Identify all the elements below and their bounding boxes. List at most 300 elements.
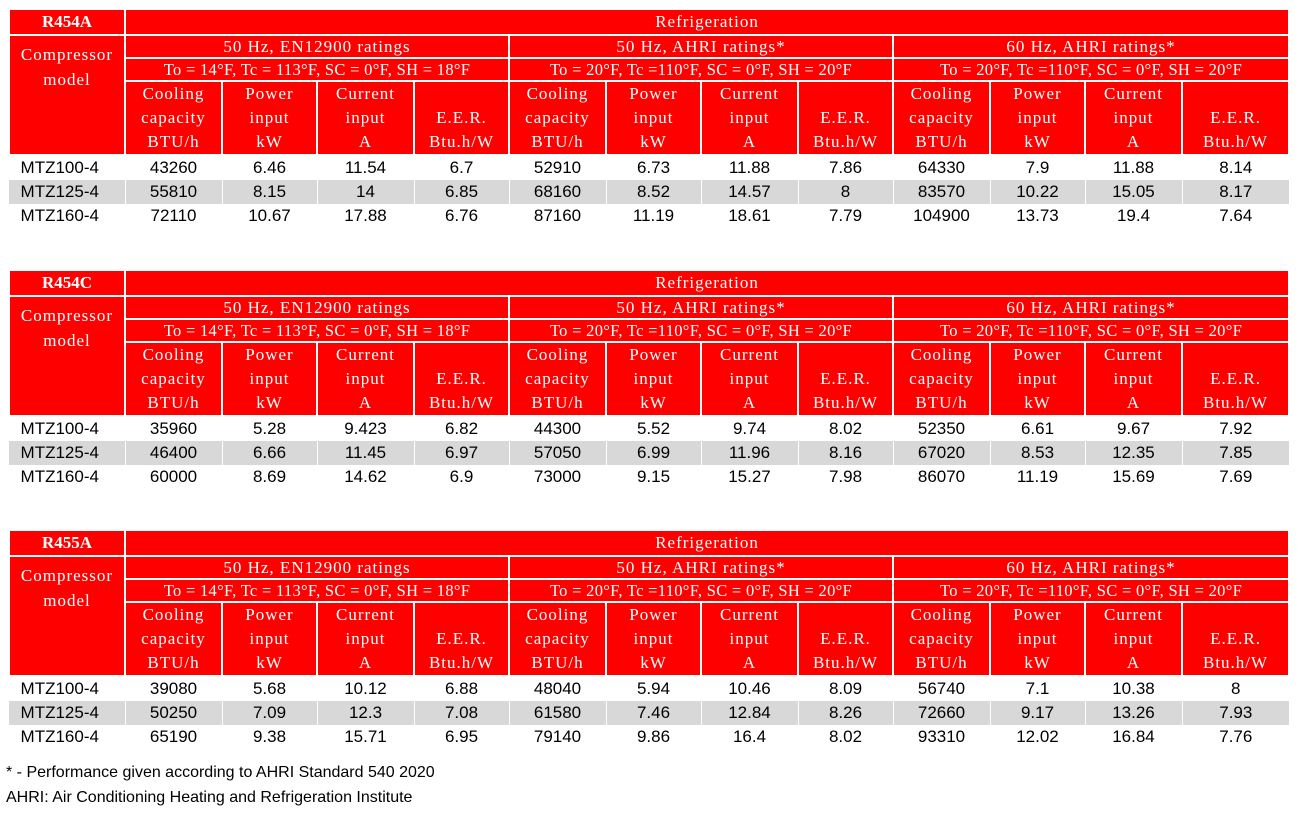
data-cell: 10.38: [1085, 676, 1182, 701]
column-header-line: [1183, 343, 1288, 367]
column-header-line: BTU/h: [915, 132, 968, 151]
data-cell: 7.64: [1182, 204, 1289, 228]
refrigerant-label: R455A: [9, 530, 125, 556]
column-header-line: Power: [1013, 84, 1062, 103]
compressor-model-header: [9, 296, 125, 416]
column-header-line: A: [1126, 393, 1141, 412]
table-row: [9, 465, 1289, 489]
data-cell: 55810: [125, 180, 222, 204]
rating-group-title: 60 Hz, AHRI ratings*: [893, 556, 1289, 579]
column-header: [509, 342, 606, 416]
column-header-line: input: [249, 108, 290, 127]
data-cell: 8.15: [222, 180, 317, 204]
column-header: [414, 602, 509, 676]
data-cell: 7.79: [798, 204, 893, 228]
column-header: [125, 342, 222, 416]
data-cell: 12.35: [1085, 441, 1182, 465]
column-header: [1085, 602, 1182, 676]
data-cell: 8.53: [990, 441, 1085, 465]
column-header-line: Current: [336, 605, 395, 624]
data-cell: 8.02: [798, 725, 893, 749]
column-header-line: E.E.R.: [1210, 369, 1261, 388]
column-header: [893, 342, 990, 416]
data-cell: 16.4: [701, 725, 798, 749]
data-cell: 6.85: [414, 180, 509, 204]
table-row: [9, 155, 1289, 180]
column-header-line: [799, 603, 892, 627]
column-header-line: Btu.h/W: [1202, 653, 1269, 672]
data-cell: 12.02: [990, 725, 1085, 749]
data-cell: 8.09: [798, 676, 893, 701]
column-header-line: input: [249, 369, 290, 388]
column-header-line: kW: [640, 393, 667, 412]
data-cell: 9.67: [1085, 416, 1182, 441]
data-cell: 83570: [893, 180, 990, 204]
column-header-line: kW: [640, 653, 667, 672]
data-cell: 6.66: [222, 441, 317, 465]
column-header: [990, 342, 1085, 416]
column-header-line: [799, 343, 892, 367]
rating-conditions: To = 14°F, Tc = 113°F, SC = 0°F, SH = 18°F: [125, 319, 509, 342]
rating-group-title: 60 Hz, AHRI ratings*: [893, 35, 1289, 58]
rating-conditions: To = 20°F, Tc =110°F, SC = 0°F, SH = 20°F: [893, 579, 1289, 602]
column-header: [222, 342, 317, 416]
rating-conditions: To = 20°F, Tc =110°F, SC = 0°F, SH = 20°F: [893, 58, 1289, 81]
model-cell-value: MTZ125-4: [9, 441, 125, 465]
column-header-line: BTU/h: [147, 132, 200, 151]
table-row: [9, 725, 1289, 749]
rating-conditions: To = 14°F, Tc = 113°F, SC = 0°F, SH = 18°F: [125, 58, 509, 81]
table-row: [9, 180, 1289, 204]
data-cell: 15.05: [1085, 180, 1182, 204]
data-cell: 7.46: [606, 701, 701, 725]
data-cell: 67020: [893, 441, 990, 465]
data-cell: 8: [798, 180, 893, 204]
data-cell: 11.19: [606, 204, 701, 228]
data-cell: 11.96: [701, 441, 798, 465]
data-cell: 73000: [509, 465, 606, 489]
column-header-line: E.E.R.: [820, 369, 871, 388]
data-cell: 46400: [125, 441, 222, 465]
column-header-line: Current: [1104, 84, 1163, 103]
column-header-line: BTU/h: [531, 132, 584, 151]
data-cell: 10.12: [317, 676, 414, 701]
column-header-line: capacity: [525, 369, 590, 388]
column-header-line: capacity: [909, 369, 974, 388]
data-cell: 7.98: [798, 465, 893, 489]
data-cell: 13.73: [990, 204, 1085, 228]
performance-table: [8, 269, 1290, 489]
column-header: [893, 81, 990, 155]
data-cell: 9.86: [606, 725, 701, 749]
rating-group-title: 60 Hz, AHRI ratings*: [893, 296, 1289, 319]
column-header-line: kW: [256, 393, 283, 412]
data-cell: 48040: [509, 676, 606, 701]
column-header: [606, 602, 701, 676]
model-cell-value: MTZ160-4: [9, 465, 125, 489]
column-header-line: Current: [336, 345, 395, 364]
column-header-line: [799, 82, 892, 106]
data-cell: 8.52: [606, 180, 701, 204]
performance-table: [8, 8, 1290, 228]
data-cell: 16.84: [1085, 725, 1182, 749]
column-header: [414, 81, 509, 155]
data-cell: 11.54: [317, 155, 414, 180]
column-header-line: A: [742, 653, 757, 672]
column-header: [893, 602, 990, 676]
column-header-line: E.E.R.: [436, 629, 487, 648]
column-header: [606, 342, 701, 416]
column-header-line: [415, 603, 508, 627]
data-cell: 14: [317, 180, 414, 204]
section-title: Refrigeration: [125, 270, 1289, 296]
column-header: [1182, 602, 1289, 676]
data-cell: 15.27: [701, 465, 798, 489]
column-header-line: input: [729, 369, 770, 388]
data-cell: 19.4: [1085, 204, 1182, 228]
footnote-ahri-standard: * - Performance given according to AHRI Standard 540 2020: [6, 764, 435, 781]
column-header-line: E.E.R.: [820, 629, 871, 648]
column-header-line: Power: [1013, 345, 1062, 364]
rating-group-title: 50 Hz, AHRI ratings*: [509, 35, 893, 58]
column-header-line: kW: [1024, 132, 1051, 151]
model-cell-value: MTZ125-4: [9, 701, 125, 725]
data-cell: 10.67: [222, 204, 317, 228]
column-header: [125, 81, 222, 155]
rating-conditions: To = 14°F, Tc = 113°F, SC = 0°F, SH = 18°F: [125, 579, 509, 602]
data-cell: 56740: [893, 676, 990, 701]
data-cell: 52350: [893, 416, 990, 441]
column-header-line: [1183, 603, 1288, 627]
column-header-line: capacity: [141, 108, 206, 127]
column-header-line: A: [358, 653, 373, 672]
data-cell: 15.71: [317, 725, 414, 749]
data-cell: 79140: [509, 725, 606, 749]
column-header-line: input: [1113, 369, 1154, 388]
column-header-line: kW: [256, 653, 283, 672]
column-header-line: E.E.R.: [1210, 629, 1261, 648]
rating-group-title: 50 Hz, AHRI ratings*: [509, 556, 893, 579]
data-cell: 10.22: [990, 180, 1085, 204]
column-header-line: A: [1126, 132, 1141, 151]
column-header: [798, 602, 893, 676]
column-header: [414, 342, 509, 416]
column-header-line: Current: [1104, 605, 1163, 624]
refrigerant-table-r455a: [8, 529, 1284, 749]
column-header: [701, 602, 798, 676]
data-cell: 5.28: [222, 416, 317, 441]
column-header-line: input: [1017, 369, 1058, 388]
data-cell: 87160: [509, 204, 606, 228]
refrigerant-table-r454a: [8, 8, 1284, 228]
column-header-line: Btu.h/W: [428, 132, 495, 151]
column-header-line: capacity: [525, 108, 590, 127]
data-cell: 44300: [509, 416, 606, 441]
data-cell: 8: [1182, 676, 1289, 701]
section-title: Refrigeration: [125, 530, 1289, 556]
column-header-line: capacity: [909, 108, 974, 127]
table-row: [9, 701, 1289, 725]
column-header-line: capacity: [525, 629, 590, 648]
column-header-line: E.E.R.: [1210, 108, 1261, 127]
column-header-line: Power: [245, 345, 294, 364]
column-header: [317, 602, 414, 676]
column-header: [1085, 342, 1182, 416]
column-header: [317, 342, 414, 416]
data-cell: 52910: [509, 155, 606, 180]
column-header: [509, 81, 606, 155]
column-header-line: capacity: [909, 629, 974, 648]
model-header-line: Compressor: [20, 45, 114, 64]
column-header-line: BTU/h: [915, 393, 968, 412]
column-header-line: Current: [336, 84, 395, 103]
data-cell: 11.19: [990, 465, 1085, 489]
data-cell: 7.09: [222, 701, 317, 725]
column-header-line: Cooling: [142, 345, 205, 364]
data-cell: 86070: [893, 465, 990, 489]
column-header-line: Cooling: [910, 84, 973, 103]
model-cell-value: MTZ100-4: [9, 416, 125, 441]
compressor-model-header: [9, 556, 125, 676]
data-cell: 72110: [125, 204, 222, 228]
column-header-line: [415, 82, 508, 106]
column-header-line: BTU/h: [915, 653, 968, 672]
data-cell: 13.26: [1085, 701, 1182, 725]
column-header-line: BTU/h: [147, 393, 200, 412]
data-cell: 57050: [509, 441, 606, 465]
data-cell: 17.88: [317, 204, 414, 228]
column-header-line: Power: [629, 84, 678, 103]
data-cell: 64330: [893, 155, 990, 180]
rating-conditions: To = 20°F, Tc =110°F, SC = 0°F, SH = 20°F: [509, 58, 893, 81]
column-header-line: Btu.h/W: [812, 132, 879, 151]
compressor-model-header: [9, 35, 125, 155]
column-header: [606, 81, 701, 155]
refrigerant-table-r454c: [8, 269, 1284, 489]
data-cell: 9.423: [317, 416, 414, 441]
data-cell: 12.84: [701, 701, 798, 725]
column-header: [990, 602, 1085, 676]
data-cell: 61580: [509, 701, 606, 725]
column-header-line: Btu.h/W: [428, 653, 495, 672]
data-cell: 7.93: [1182, 701, 1289, 725]
data-cell: 35960: [125, 416, 222, 441]
data-cell: 7.86: [798, 155, 893, 180]
data-cell: 14.57: [701, 180, 798, 204]
rating-group-title: 50 Hz, EN12900 ratings: [125, 556, 509, 579]
column-header: [317, 81, 414, 155]
column-header-line: A: [358, 132, 373, 151]
column-header: [1182, 81, 1289, 155]
data-cell: 8.02: [798, 416, 893, 441]
data-cell: 6.82: [414, 416, 509, 441]
rating-conditions: To = 20°F, Tc =110°F, SC = 0°F, SH = 20°F: [509, 319, 893, 342]
column-header-line: Current: [1104, 345, 1163, 364]
data-cell: 6.95: [414, 725, 509, 749]
column-header-line: kW: [640, 132, 667, 151]
data-cell: 10.46: [701, 676, 798, 701]
column-header-line: Cooling: [526, 605, 589, 624]
rating-group-title: 50 Hz, EN12900 ratings: [125, 35, 509, 58]
column-header-line: Current: [720, 345, 779, 364]
performance-table: [8, 529, 1290, 749]
data-cell: 6.88: [414, 676, 509, 701]
column-header-line: Power: [1013, 605, 1062, 624]
column-header: [701, 342, 798, 416]
column-header-line: [1183, 82, 1288, 106]
column-header-line: input: [345, 369, 386, 388]
refrigerant-label: R454C: [9, 270, 125, 296]
data-cell: 6.97: [414, 441, 509, 465]
data-cell: 14.62: [317, 465, 414, 489]
data-cell: 11.88: [701, 155, 798, 180]
footnote-ahri-definition: AHRI: Air Conditioning Heating and Refrigeration Institute: [6, 789, 413, 806]
rating-group-title: 50 Hz, AHRI ratings*: [509, 296, 893, 319]
data-cell: 11.45: [317, 441, 414, 465]
column-header-line: Power: [245, 84, 294, 103]
table-row: [9, 441, 1289, 465]
model-cell-value: MTZ125-4: [9, 180, 125, 204]
column-header-line: input: [249, 629, 290, 648]
data-cell: 104900: [893, 204, 990, 228]
model-header-line: Compressor: [20, 566, 114, 585]
data-cell: 39080: [125, 676, 222, 701]
data-cell: 5.52: [606, 416, 701, 441]
data-cell: 6.9: [414, 465, 509, 489]
data-cell: 6.73: [606, 155, 701, 180]
column-header-line: A: [742, 132, 757, 151]
column-header-line: input: [633, 629, 674, 648]
data-cell: 8.14: [1182, 155, 1289, 180]
column-header-line: Cooling: [526, 84, 589, 103]
data-cell: 5.68: [222, 676, 317, 701]
column-header-line: Cooling: [526, 345, 589, 364]
column-header-line: input: [633, 369, 674, 388]
model-cell-value: MTZ160-4: [9, 204, 125, 228]
data-cell: 7.92: [1182, 416, 1289, 441]
column-header-line: input: [633, 108, 674, 127]
column-header-line: Btu.h/W: [1202, 393, 1269, 412]
data-cell: 7.69: [1182, 465, 1289, 489]
column-header-line: BTU/h: [531, 393, 584, 412]
column-header: [222, 602, 317, 676]
table-row: [9, 676, 1289, 701]
column-header: [990, 81, 1085, 155]
column-header-line: input: [1017, 108, 1058, 127]
data-cell: 8.26: [798, 701, 893, 725]
column-header-line: A: [742, 393, 757, 412]
data-cell: 50250: [125, 701, 222, 725]
data-cell: 93310: [893, 725, 990, 749]
column-header-line: input: [345, 108, 386, 127]
column-header: [125, 602, 222, 676]
column-header-line: E.E.R.: [436, 108, 487, 127]
column-header-line: input: [1113, 108, 1154, 127]
data-cell: 6.76: [414, 204, 509, 228]
refrigerant-label: R454A: [9, 9, 125, 35]
column-header-line: input: [1113, 629, 1154, 648]
data-cell: 72660: [893, 701, 990, 725]
data-cell: 7.08: [414, 701, 509, 725]
data-cell: 12.3: [317, 701, 414, 725]
data-cell: 18.61: [701, 204, 798, 228]
rating-group-title: 50 Hz, EN12900 ratings: [125, 296, 509, 319]
column-header-line: Cooling: [910, 605, 973, 624]
column-header-line: E.E.R.: [436, 369, 487, 388]
model-header-line: model: [43, 331, 91, 350]
column-header-line: [415, 343, 508, 367]
data-cell: 7.1: [990, 676, 1085, 701]
rating-conditions: To = 20°F, Tc =110°F, SC = 0°F, SH = 20°F: [893, 319, 1289, 342]
model-header-line: model: [43, 591, 91, 610]
data-cell: 6.61: [990, 416, 1085, 441]
column-header-line: Cooling: [142, 605, 205, 624]
model-cell-value: MTZ100-4: [9, 676, 125, 701]
column-header-line: Power: [629, 605, 678, 624]
column-header: [701, 81, 798, 155]
table-row: [9, 416, 1289, 441]
data-cell: 65190: [125, 725, 222, 749]
data-cell: 15.69: [1085, 465, 1182, 489]
column-header-line: Cooling: [910, 345, 973, 364]
column-header-line: E.E.R.: [820, 108, 871, 127]
column-header: [798, 81, 893, 155]
data-cell: 6.99: [606, 441, 701, 465]
column-header: [798, 342, 893, 416]
data-cell: 9.38: [222, 725, 317, 749]
column-header-line: Cooling: [142, 84, 205, 103]
data-cell: 7.85: [1182, 441, 1289, 465]
data-cell: 43260: [125, 155, 222, 180]
column-header: [1085, 81, 1182, 155]
column-header-line: kW: [256, 132, 283, 151]
column-header: [1182, 342, 1289, 416]
column-header: [222, 81, 317, 155]
model-header-line: model: [43, 70, 91, 89]
column-header-line: Power: [245, 605, 294, 624]
column-header-line: Btu.h/W: [1202, 132, 1269, 151]
rating-conditions: To = 20°F, Tc =110°F, SC = 0°F, SH = 20°F: [509, 579, 893, 602]
column-header-line: input: [1017, 629, 1058, 648]
column-header-line: Btu.h/W: [428, 393, 495, 412]
column-header-line: kW: [1024, 393, 1051, 412]
data-cell: 68160: [509, 180, 606, 204]
data-cell: 5.94: [606, 676, 701, 701]
column-header-line: Btu.h/W: [812, 393, 879, 412]
data-cell: 9.17: [990, 701, 1085, 725]
data-cell: 7.9: [990, 155, 1085, 180]
column-header-line: kW: [1024, 653, 1051, 672]
data-cell: 8.17: [1182, 180, 1289, 204]
column-header-line: Power: [629, 345, 678, 364]
column-header-line: input: [345, 629, 386, 648]
table-row: [9, 204, 1289, 228]
model-header-line: Compressor: [20, 306, 114, 325]
model-cell-value: MTZ160-4: [9, 725, 125, 749]
column-header: [509, 602, 606, 676]
column-header-line: Current: [720, 605, 779, 624]
data-cell: 9.74: [701, 416, 798, 441]
data-cell: 8.16: [798, 441, 893, 465]
data-cell: 60000: [125, 465, 222, 489]
column-header-line: input: [729, 629, 770, 648]
column-header-line: Btu.h/W: [812, 653, 879, 672]
column-header-line: BTU/h: [147, 653, 200, 672]
data-cell: 9.15: [606, 465, 701, 489]
column-header-line: input: [729, 108, 770, 127]
data-cell: 6.46: [222, 155, 317, 180]
section-title: Refrigeration: [125, 9, 1289, 35]
